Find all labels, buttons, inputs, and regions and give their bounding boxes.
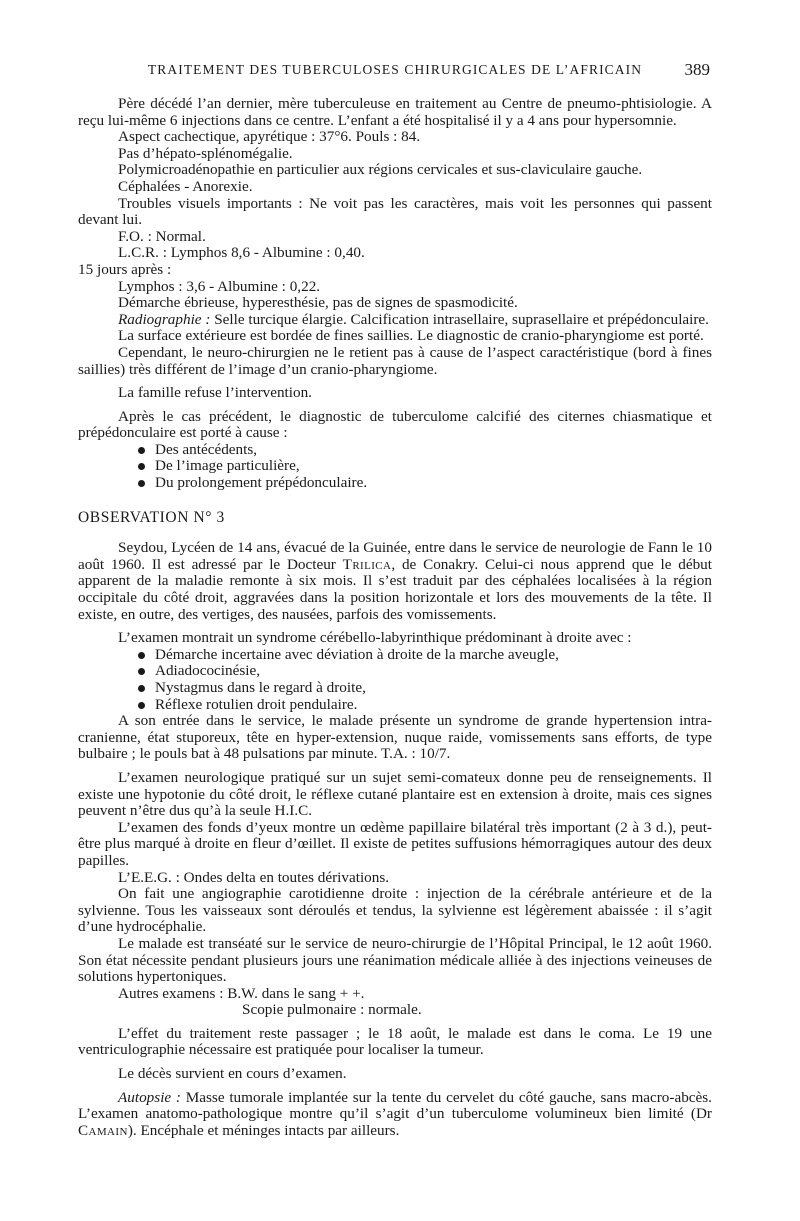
list-item: Réflexe rotulien droit pendulaire. (138, 697, 712, 714)
list-item: Du prolongement prépédonculaire. (138, 475, 712, 492)
text-line: Pas d’hépato-splénomégalie. (118, 144, 293, 162)
text-line: Polymicroadénopathie en particulier aux régions cervicales et sus-claviculaire gauche. (118, 161, 643, 179)
text-line: 15 jours après : (78, 260, 172, 278)
autopsy-text-continued: ). Encéphale et méninges intacts par ailleurs. (127, 1121, 400, 1139)
paragraph: Cependant, le neuro-chirurgien ne le retient pas à cause de l’aspect caractéristique (bord à fines saillies) très différent de l’image d’un cranio-pharyngiome. (78, 343, 712, 378)
text-line: Démarche ébrieuse, hyperesthésie, pas de signes de spasmodicité. (118, 294, 518, 312)
paragraph: La famille refuse l’intervention. (118, 384, 312, 402)
radiography-text: Selle turcique élargie. Calcification intrasellaire, suprasellaire et prépédonculaire. (210, 310, 709, 328)
list-item: Adiadococinésie, (138, 663, 712, 680)
paragraph: Le décès survient en cours d’examen. (118, 1065, 347, 1083)
section-heading: OBSERVATION N° 3 (78, 508, 225, 526)
list-item: Nystagmus dans le regard à droite, (138, 680, 712, 697)
paragraph: A son entrée dans le service, le malade présente un syndrome de grande hypertension intra-cranienne, état stuporeux, tête en hyper-extension, nuque raide, vomissements sans efforts, de type bulbaire ; le pouls bat à 48 pulsations par minute. T.A. : 10/7. (78, 712, 712, 763)
text-line: L.C.R. : Lymphos 8,6 - Albumine : 0,40. (118, 244, 365, 262)
doctor-name: Camain (78, 1121, 128, 1139)
intro-text: Seydou, Lycéen de 14 ans, évacué de la Guinée, entre dans le service de neurologie de Fann le 10 août 1960. Il est adressé par le Docteur (78, 539, 712, 573)
text-line: Scopie pulmonaire : normale. (242, 1001, 422, 1019)
text-line: Aspect cachectique, apyrétique : 37°6. Pouls : 84. (118, 128, 421, 146)
paragraph: Le malade est transéaté sur le service de neuro-chirurgie de l’Hôpital Principal, le 12 août 1960. Son état nécessite pendant plusieurs jours une réanimation médicale alliée à des injections veineuses de solutions hypertoniques. (78, 934, 712, 986)
autopsy-paragraph (78, 1090, 712, 1140)
doctor-name: Trilica (342, 555, 392, 573)
list-item: Des antécédents, (138, 442, 712, 459)
paragraph: L’examen neurologique pratiqué sur un sujet semi-comateux donne peu de renseignements. Il existe une hypotonie du côté droit, le réflexe cutané plantaire est en extension à droite, mais ces signes peuvent n’être dus qu’à la seule H.I.C. (78, 768, 712, 820)
bullet-list (78, 647, 712, 713)
text-line: Autres examens : B.W. dans le sang + +. (118, 984, 365, 1002)
bullet-list (78, 442, 712, 492)
paragraph: L’examen des fonds d’yeux montre un œdème papillaire bilatéral très important (2 à 3 d.), peut-être plus marqué à droite en fleur d’œillet. Il existe de petites suffusions hémorragiques autour des deux papilles. (78, 818, 712, 869)
body-text (78, 96, 712, 1139)
paragraph: On fait une angiographie carotidienne droite : injection de la cérébrale antérieure et de la sylvienne. Tous les vaisseaux sont déroulés et tendus, la sylvienne est légèrement abaissée : il s’agit d’une hydrocéphalie. (78, 885, 712, 936)
paragraph: Père décédé l’an dernier, mère tuberculeuse en traitement au Centre de pneumo-phtisiologie. A reçu lui-même 6 injections dans ce centre. L’enfant a été hospitalisé il y a 4 ans pour hypersomnie. (78, 95, 712, 129)
intro-paragraph (78, 540, 712, 623)
radiography-paragraph (78, 312, 712, 329)
autopsy-label: Autopsie : (118, 1088, 181, 1106)
paragraph: L’examen montrait un syndrome cérébello-labyrinthique prédominant à droite avec : (118, 629, 632, 647)
paragraph: L’E.E.G. : Ondes delta en toutes dérivations. (118, 868, 390, 886)
text-line: Lymphos : 3,6 - Albumine : 0,22. (118, 277, 321, 295)
radiography-label: Radiographie : (118, 310, 211, 328)
text-line: F.O. : Normal. (118, 227, 206, 245)
running-head (78, 62, 712, 78)
running-title: TRAITEMENT DES TUBERCULOSES CHIRURGICALES DE L’AFRICAIN (147, 62, 643, 77)
intro-text-continued: , de Conakry. Celui-ci nous apprend que le début apparent de la maladie remonte à six mois. Il s’est traduit par des céphalées localisées à la région occipitale du côté droit, aggravées dans la position horizontale et lors des mouvements de la tête. Il existe, en outre, des vertiges, des nausées, parfois des vomissements. (78, 555, 712, 623)
autopsy-text: Masse tumorale implantée sur la tente du cervelet du côté gauche, sans macro-abcès. L’examen anatomo-pathologique montre qu’il s’agit d’un tuberculome volumineux bien limité (Dr (78, 1088, 712, 1123)
list-item: Démarche incertaine avec déviation à droite de la marche aveugle, (138, 647, 712, 664)
list-item: De l’image particulière, (138, 458, 712, 475)
paragraph: La surface extérieure est bordée de fines saillies. Le diagnostic de cranio-pharyngiome est porté. (118, 327, 704, 345)
paragraph: L’effet du traitement reste passager ; le 18 août, le malade est dans le coma. Le 19 une ventriculographie nécessaire est pratiquée pour localiser la tumeur. (78, 1024, 712, 1059)
page-number: 389 (684, 60, 710, 79)
paragraph: Troubles visuels importants : Ne voit pas les caractères, mais voit les personnes qui passent devant lui. (78, 194, 712, 229)
text-line: Céphalées - Anorexie. (118, 177, 253, 195)
paragraph: Après le cas précédent, le diagnostic de tuberculome calcifié des citernes chiasmatique et prépédonculaire est porté à cause : (78, 407, 712, 442)
